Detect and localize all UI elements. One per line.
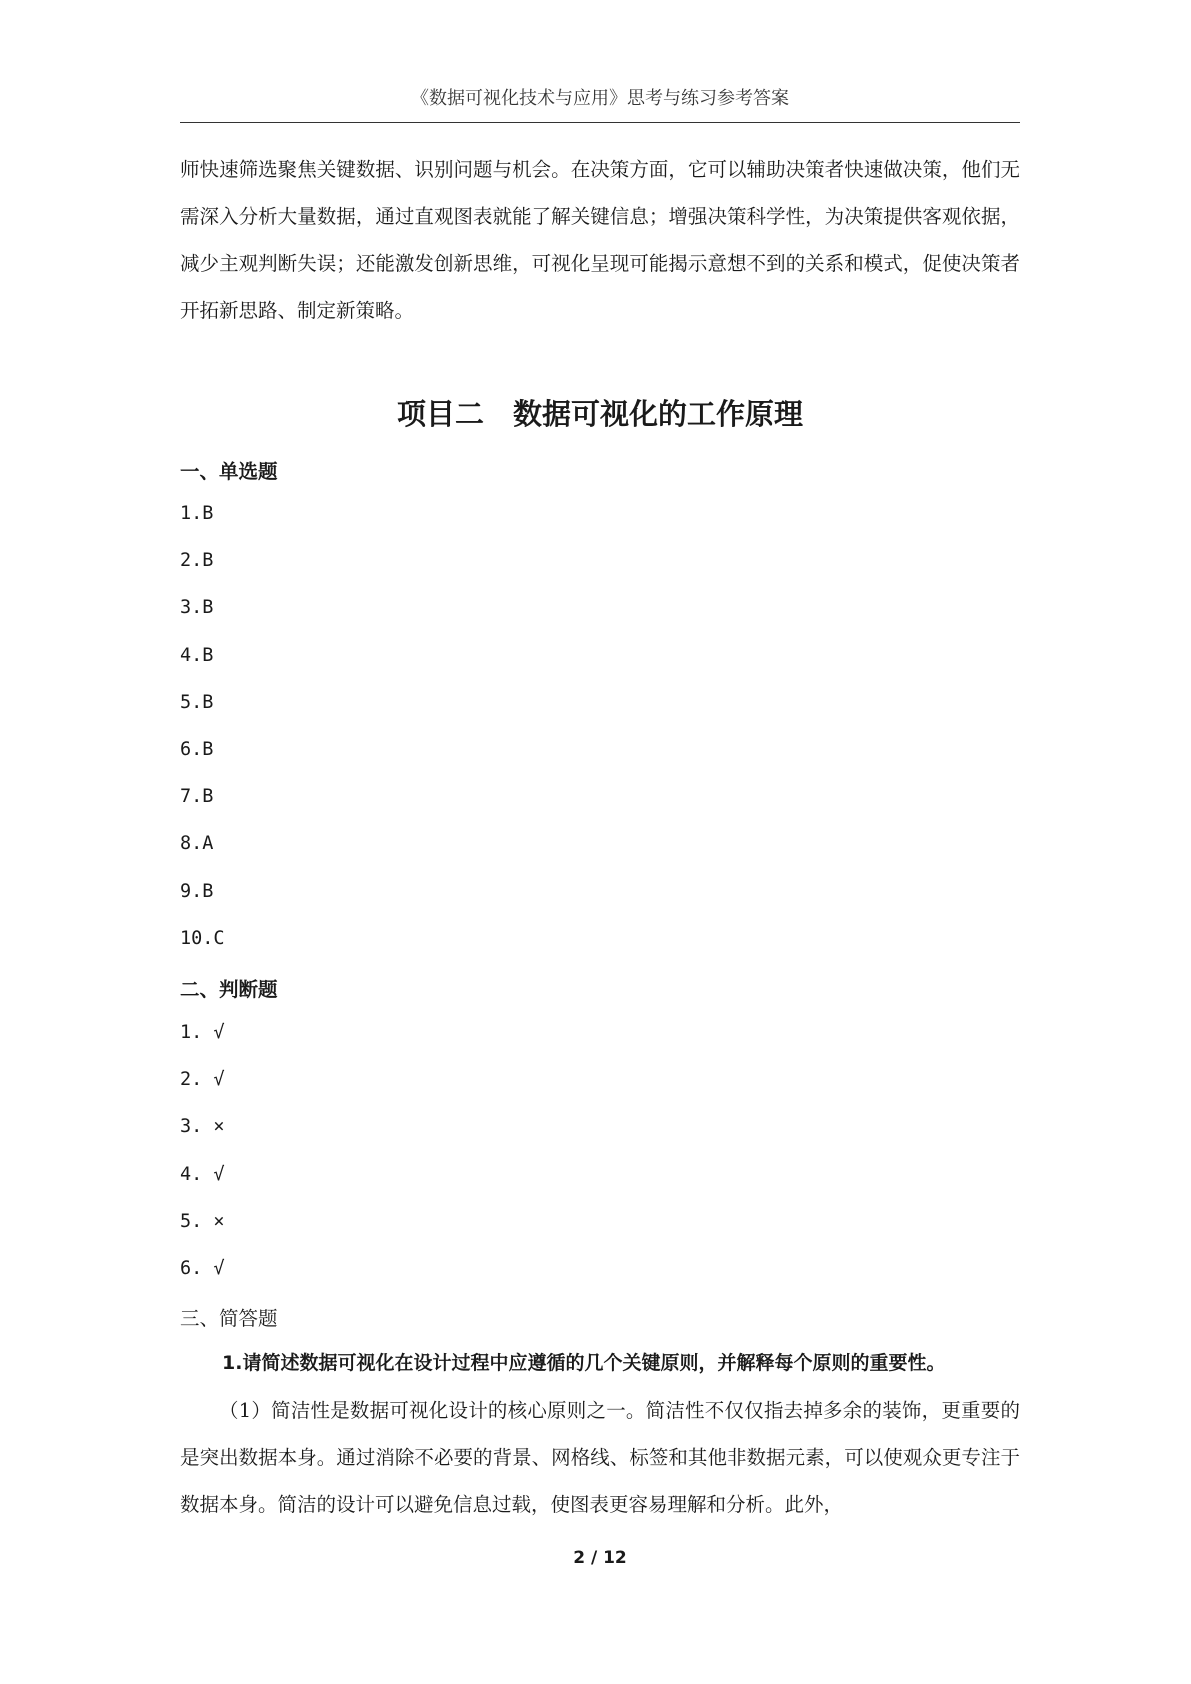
answer-paragraph: （1）简洁性是数据可视化设计的核心原则之一。简洁性不仅仅指去掉多余的装饰，更重要的是突出数据本身。通过消除不必要的背景、网格线、标签和其他非数据元素，可以使观众更专注于数据本身。简洁的设计可以避免信息过载，使图表更容易理解和分析。此外， — [180, 1399, 1020, 1516]
section-heading-true-false: 二、判断题 — [180, 978, 278, 1001]
answer-item: 4. √ — [180, 1164, 225, 1185]
answer-item: 9.B — [180, 881, 214, 902]
answer-item: 3. × — [180, 1116, 225, 1137]
header-divider — [180, 122, 1020, 123]
answer-item: 4.B — [180, 645, 214, 666]
answer-item: 1. √ — [180, 1022, 225, 1043]
answer-item: 7.B — [180, 786, 214, 807]
answer-item: 1.B — [180, 503, 214, 524]
answer-item: 5.B — [180, 692, 214, 713]
answer-item: 3.B — [180, 597, 214, 618]
section-heading-single-choice: 一、单选题 — [180, 460, 278, 483]
chapter-title: 项目二 数据可视化的工作原理 — [396, 397, 803, 431]
page-number: 2 / 12 — [573, 1548, 627, 1568]
answer-item: 2. √ — [180, 1069, 225, 1090]
answer-item: 8.A — [180, 833, 214, 854]
continued-paragraph: 师快速筛选聚焦关键数据、识别问题与机会。在决策方面，它可以辅助决策者快速做决策，他们无需深入分析大量数据，通过直观图表就能了解关键信息；增强决策科学性，为决策提供客观依据，减少主观判断失误；还能激发创新思维，可视化呈现可能揭示意想不到的关系和模式，促使决策者开拓新思路、制定新策略。 — [180, 158, 1020, 322]
answer-item: 2.B — [180, 550, 214, 571]
answer-item: 10.C — [180, 928, 225, 949]
answer-item: 5. × — [180, 1211, 225, 1232]
question-text: 1.请简述数据可视化在设计过程中应遵循的几个关键原则，并解释每个原则的重要性。 — [222, 1352, 946, 1374]
section-heading-short-answer: 三、简答题 — [180, 1307, 278, 1330]
running-header: 《数据可视化技术与应用》思考与练习参考答案 — [411, 88, 789, 109]
answer-item: 6. √ — [180, 1258, 225, 1279]
answer-item: 6.B — [180, 739, 214, 760]
